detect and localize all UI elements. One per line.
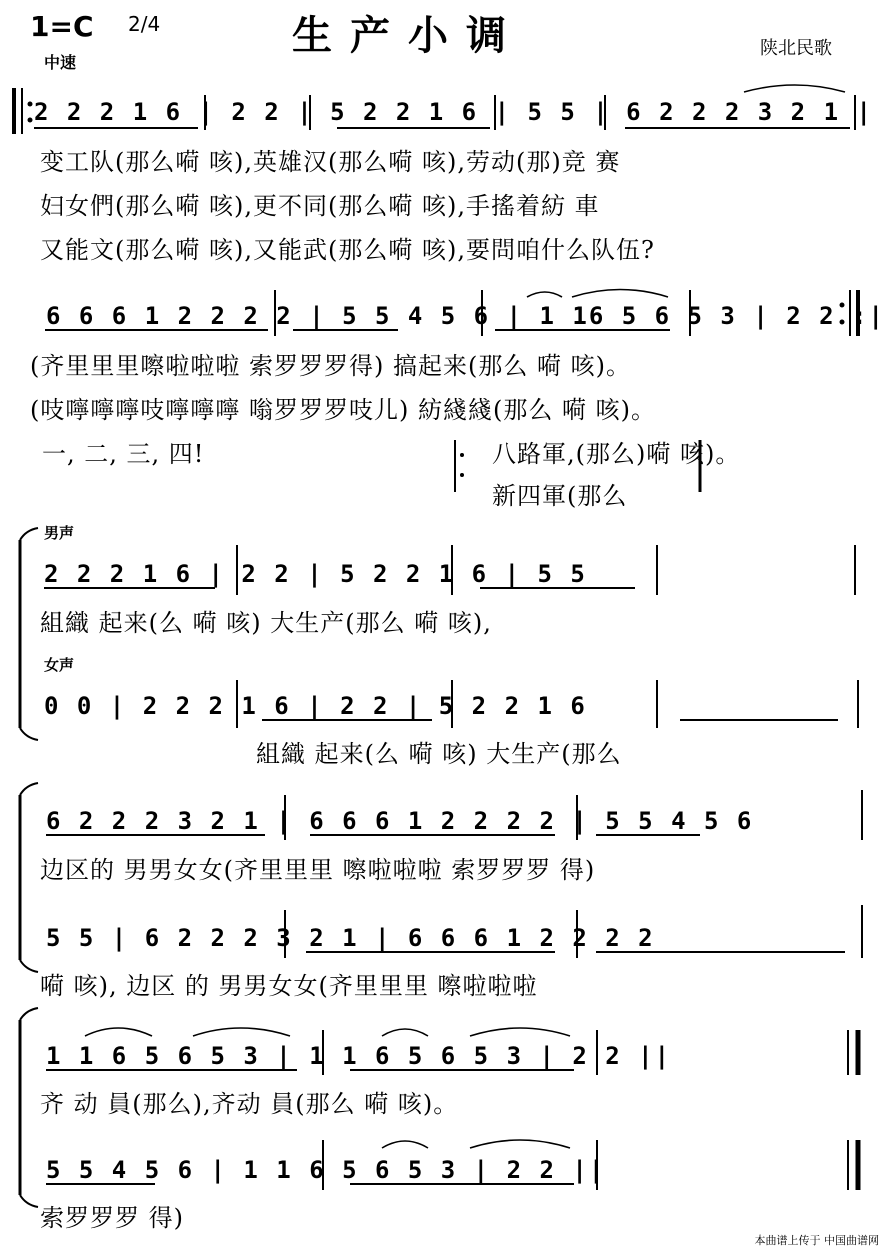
system2-verse4: 新四軍(那么	[492, 482, 628, 510]
system5-lower-lyrics: 索罗罗罗 得)	[40, 1204, 184, 1232]
system4-lower-lyrics: 嗬 咳), 边区 的 男男女女(齐里里里 嚓啦啦啦	[40, 972, 538, 1000]
system4-upper-notes: 6 2 2 2 3 2 1 | 6 6 6 1 2 2 2 2 | 5 5 4 5 6	[46, 807, 754, 835]
time-signature: 2/4	[128, 12, 161, 36]
system2-verse3: 一, 二, 三, 四!	[42, 440, 205, 468]
system1-verse1: 变工队(那么嗬 咳),英雄汉(那么嗬 咳),劳动(那)竞 赛	[40, 148, 621, 176]
male-voice-label: 男声	[44, 524, 75, 542]
female-notes: 0 0 | 2 2 2 1 6 | 2 2 | 5 2 2 1 6	[44, 692, 587, 720]
male-notes: 2 2 2 1 6 | 2 2 | 5 2 2 1 6 | 5 5	[44, 560, 587, 588]
page-title: 生产小调	[292, 12, 524, 59]
system2-verse1: (齐里里里嚓啦啦啦 索罗罗罗得) 搞起来(那么 嗬 咳)。	[30, 352, 631, 380]
system5-upper-lyrics: 齐 动 員(那么),齐动 員(那么 嗬 咳)。	[40, 1090, 459, 1118]
system2-verse2: (吱嚀嚀嚀吱嚀嚀嚀 嗡罗罗罗吱儿) 紡綫綫(那么 嗬 咳)。	[30, 396, 656, 424]
system2-verse3-ending: 八路軍,(那么)嗬 咳)。	[492, 440, 741, 468]
system1-notes: 2 2 2 1 6 | 2 2 | 5 2 2 1 6 | 5 5 | 6 2 2 2 3 2 1 |	[34, 98, 873, 126]
female-lyrics: 組織 起来(么 嗬 咳) 大生产(那么	[256, 740, 622, 768]
system4-lower-notes: 5 5 | 6 2 2 2 3 2 1 | 6 6 6 1 2 2 2 2	[46, 924, 655, 952]
system1-verse2: 妇女們(那么嗬 咳),更不同(那么嗬 咳),手搖着紡 車	[40, 192, 600, 220]
system5-lower-notes: 5 5 4 5 6 | 1 1 6 5 6 5 3 | 2 2 ||	[46, 1156, 606, 1184]
key-signature: 1=C	[30, 10, 94, 43]
system4-upper-lyrics: 边区的 男男女女(齐里里里 嚓啦啦啦 索罗罗罗 得)	[40, 856, 596, 884]
tempo-marking: 中速	[44, 53, 77, 72]
male-lyrics: 組織 起来(么 嗬 咳) 大生产(那么 嗬 咳),	[40, 609, 492, 637]
system5-upper-notes: 1 1 6 5 6 5 3 | 1 1 6 5 6 5 3 | 2 2 ||	[46, 1042, 672, 1070]
footer-source: 本曲谱上传于 中国曲谱网	[754, 1234, 879, 1247]
system2-notes: 6 6 6 1 2 2 2 2 | 5 5 4 5 6 | 1 16 5 6 5 3 | 2 2 :|	[46, 302, 885, 330]
system1-verse3: 又能文(那么嗬 咳),又能武(那么嗬 咳),要問咱什么队伍?	[40, 236, 655, 264]
composer-credit: 陕北民歌	[760, 38, 832, 59]
female-voice-label: 女声	[44, 656, 75, 674]
